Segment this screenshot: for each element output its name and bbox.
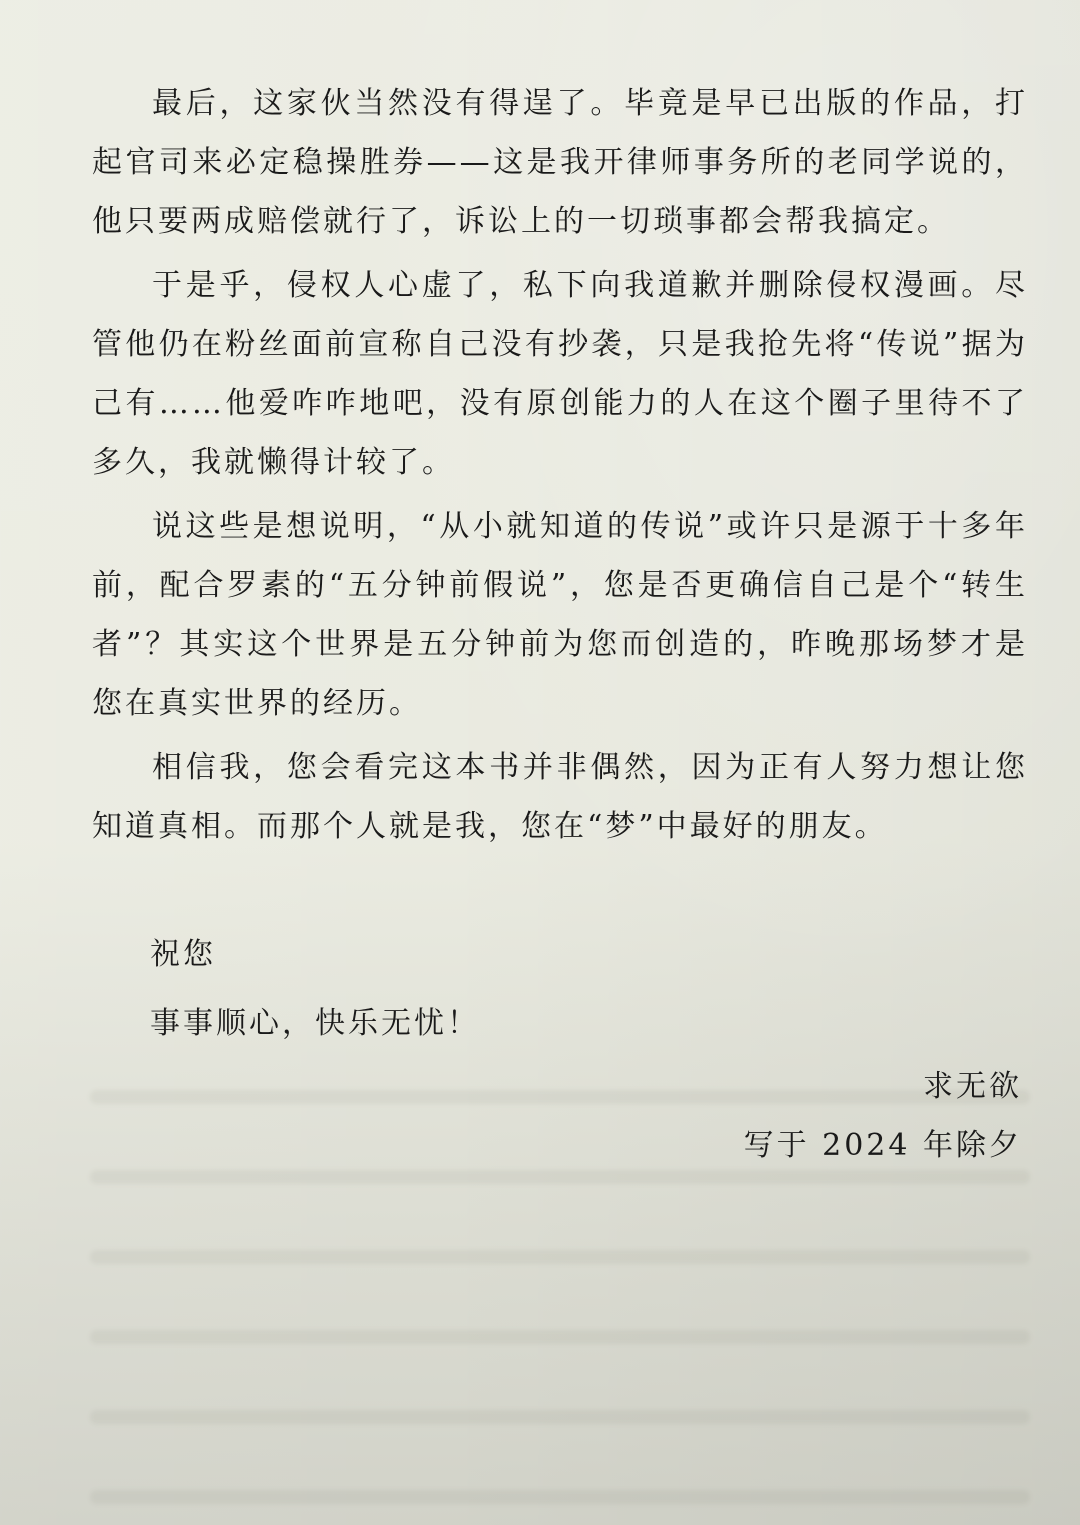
- closing-wish: 事事顺心，快乐无忧！: [150, 1006, 480, 1041]
- paragraph: 最后，这家伙当然没有得逞了。毕竟是早已出版的作品，打起官司来必定稳操胜券——这是我开律师事务所的老同学说的，他只要两成赔偿就行了，诉讼上的一切琐事都会帮我搞定。: [92, 86, 1028, 239]
- closing-wishes: [150, 925, 480, 1053]
- signature-date: 写于 2024 年除夕: [743, 1128, 1022, 1163]
- closing-salutation: 祝您: [150, 937, 216, 972]
- paragraph: 说这些是想说明，“从小就知道的传说”或许只是源于十多年前，配合罗素的“五分钟前假说”，您是否更确信自己是个“转生者”？其实这个世界是五分钟前为您而创造的，昨晚那场梦才是您在真实世界的经历。: [92, 509, 1028, 721]
- body-text: [92, 74, 1028, 861]
- signature-name: 求无欲: [923, 1069, 1022, 1104]
- signature-block: [744, 1057, 1022, 1175]
- paragraph: 相信我，您会看完这本书并非偶然，因为正有人努力想让您知道真相。而那个人就是我，您在“梦”中最好的朋友。: [92, 750, 1028, 844]
- show-through-text-line: [90, 1330, 1030, 1344]
- show-through-text-line: [90, 1410, 1030, 1424]
- paragraph: 于是乎，侵权人心虚了，私下向我道歉并删除侵权漫画。尽管他仍在粉丝面前宣称自己没有抄袭，只是我抢先将“传说”据为己有……他爱咋咋地吧，没有原创能力的人在这个圈子里待不了多久，我就懒得计较了。: [92, 268, 1028, 480]
- show-through-text-line: [90, 1490, 1030, 1504]
- show-through-text-line: [90, 1250, 1030, 1264]
